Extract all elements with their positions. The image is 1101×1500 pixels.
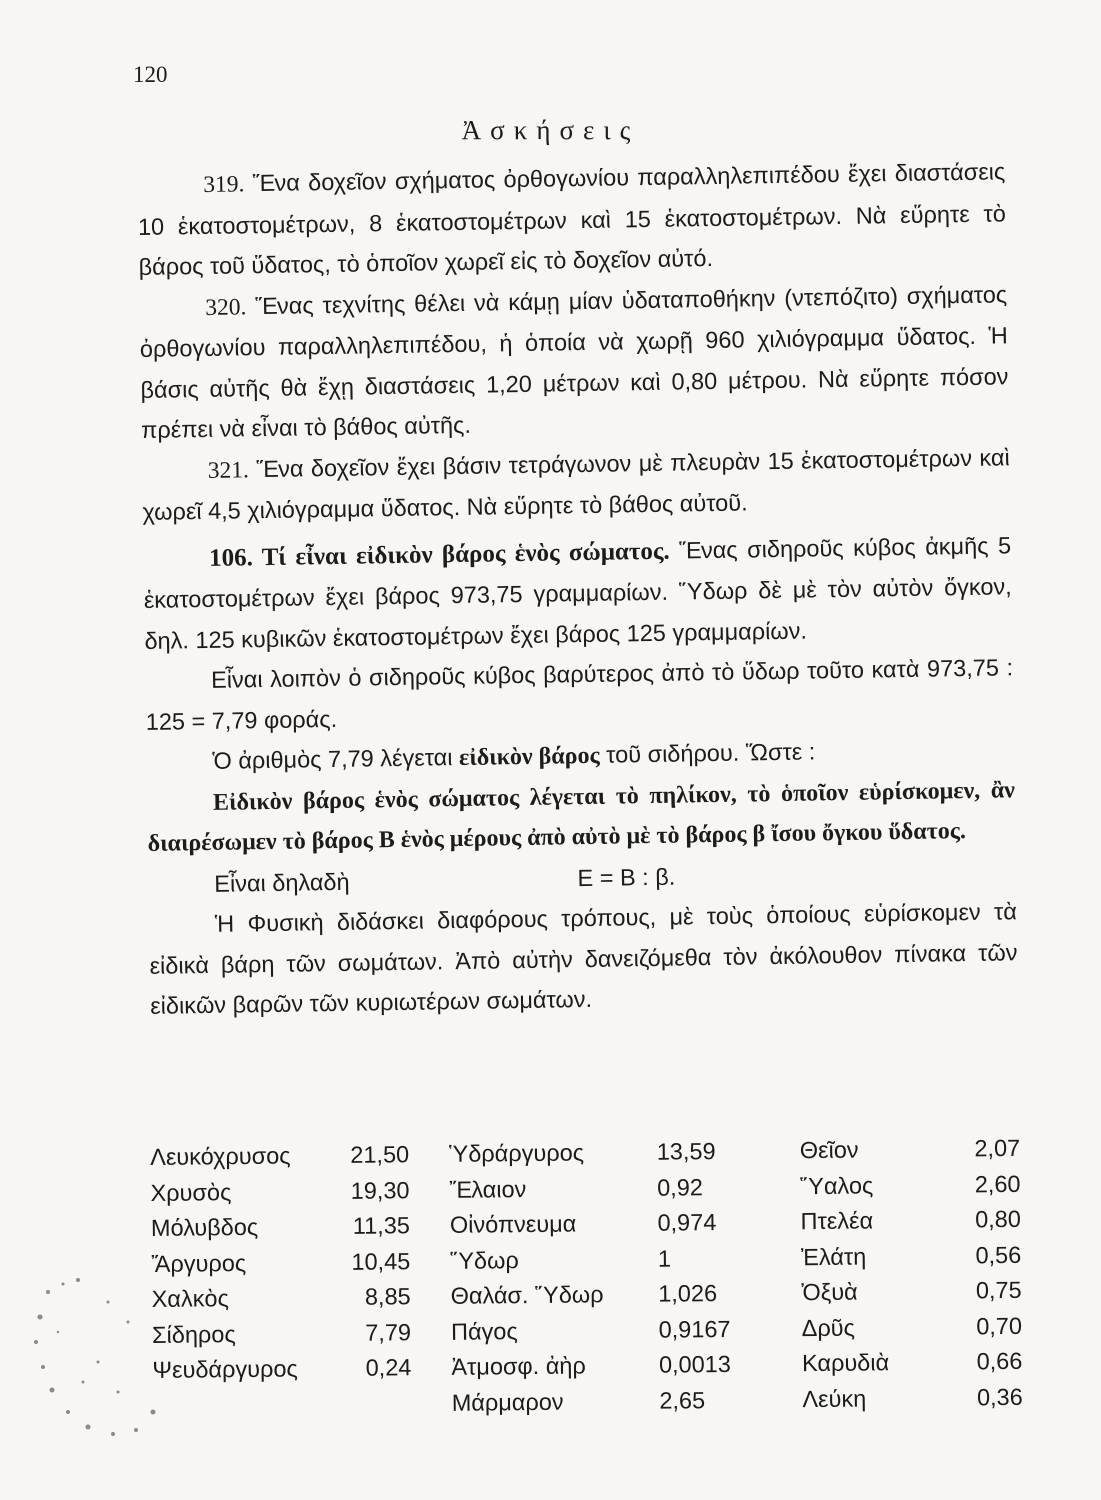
ink-stamp-mark: [18, 1262, 168, 1452]
specific-gravity-value: 0,974: [657, 1209, 717, 1236]
substance-name: Λεύκη: [802, 1385, 867, 1412]
specific-gravity-value: [337, 1385, 452, 1422]
specific-gravity-value: 0,92: [656, 1173, 704, 1201]
section-paragraph-2: Εἶναι λοιπὸν ὁ σιδηροῦς κύβος βαρύτερος ἀπὸ τὸ ὕδωρ τοῦτο κατὰ 973,75 : 125 = 7,79 φοράς.: [145, 654, 1014, 735]
substance-name: Μόλυβδος: [150, 1213, 259, 1241]
specific-gravity-value: 10,45: [351, 1247, 411, 1275]
substance-name: Χρυσὸς: [150, 1178, 232, 1206]
exercise-text: Ἕνα δοχεῖον ἔχει βάσιν τετράγωνον μὲ πλευρὰν 15 ἑκατοστομέτρων καὶ χωρεῖ 4,5 χιλιόγραμμα ὕδατος. Νὰ εὕρητε τὸ βάθος αὐτοῦ.: [142, 443, 1010, 525]
section-title: 106. Τί εἶναι εἰδικὸν βάρος ἑνὸς σώματος.: [208, 537, 670, 572]
exercise-319: [137, 151, 1007, 287]
specific-gravity-value: 13,59: [656, 1138, 716, 1165]
exercise-text: Ἕνα δοχεῖον σχήματος ὀρθογωνίου παραλληλεπιπέδου ἔχει διαστάσεις 10 ἑκατοστομέτρων, 8 ἑκατοστομέτρων καὶ 15 ἑκατοστομέτρων. Νὰ εὕρητε τὸ βάρος τοῦ ὕδατος, τὸ ὁποῖον χωρεῖ εἰς τὸ δοχεῖον αὐτό.: [137, 158, 1007, 280]
substance-name: Οἰνόπνευμα: [449, 1210, 577, 1238]
specific-gravity-value: 0,75: [975, 1276, 1022, 1304]
exercise-number: 320.: [205, 293, 247, 321]
definition: Εἰδικὸν βάρος ἑνὸς σώματος λέγεται τὸ πηλίκον, τὸ ὁποῖον εὑρίσκομεν, ἂν διαιρέσωμεν τὸ βάρος Β ἑνὸς μέρους ἀπὸ αὐτὸ μὲ τὸ βάρος β ἴσου ὄγκου ὕδατος.: [147, 776, 1016, 857]
specific-gravity-value: 0,36: [976, 1383, 1023, 1410]
substance-name: Ὀξυὰ: [801, 1278, 858, 1306]
specific-gravity-value: 0,66: [976, 1347, 1023, 1375]
specific-gravity-value: 0,0013: [658, 1350, 732, 1378]
specific-gravity-value: 0,24: [365, 1354, 412, 1381]
section-106: [143, 525, 1013, 661]
substance-name: Ἔλαιον: [449, 1175, 527, 1203]
specific-gravity-value: 7,79: [365, 1318, 412, 1346]
exercise-number: 319.: [203, 171, 245, 198]
formula: Ε = Β : β.: [577, 863, 676, 891]
specific-gravity-value: 0,56: [975, 1241, 1022, 1268]
substance-name: Ὕαλος: [800, 1171, 874, 1199]
specific-gravity-value: 21,50: [350, 1141, 410, 1168]
substance-name: Ἀτμοσφ. ἀὴρ: [451, 1352, 586, 1380]
specific-gravity-value: 2,65: [659, 1386, 706, 1414]
substance-name: Πάγος: [450, 1317, 518, 1345]
section-heading: Ἀσκήσεις: [461, 115, 640, 145]
specific-gravity-value: 8,85: [364, 1283, 411, 1310]
substance-name: Δρῦς: [801, 1314, 856, 1341]
substance-name: Ἄργυρος: [151, 1249, 247, 1277]
exercise-321: [141, 437, 1010, 533]
text-run: τοῦ σιδήρου. Ὥστε :: [605, 738, 816, 768]
section-paragraph-5: Ἡ Φυσικὴ διδάσκει διαφόρους τρόπους, μὲ τοὺς ὁποίους εὑρίσκομεν τὰ εἰδικὰ βάρη τῶν σωμάτων. Ἀπὸ αὐτὴν δανειζόμεθα τὸν ἀκόλουθον πίνακα τῶν εἰδικῶν βαρῶν τῶν κυριωτέρων σωμάτων.: [149, 898, 1018, 1019]
body-text: [137, 151, 1018, 1026]
specific-gravity-value: 11,35: [352, 1212, 411, 1239]
specific-gravity-value: 19,30: [350, 1176, 410, 1204]
exercise-text: Ἕνας τεχνίτης θέλει νὰ κάμῃ μίαν ὑδαταποθήκην (ντεπόζιτο) σχήματος ὀρθογωνίου παραλληλεπιπέδου, ἡ ὁποία νὰ χωρῇ 960 χιλιόγραμμα ὕδατος. Ἡ βάσις αὐτῆς θὰ ἔχῃ διαστάσεις 1,20 μέτρων καὶ 0,80 μέτρου. Νὰ εὕρητε πόσον πρέπει νὰ εἶναι τὸ βάθος αὐτῆς.: [139, 280, 1009, 443]
specific-gravity-value: 2,07: [974, 1134, 1021, 1162]
section-intro: Ἕνας σιδηροῦς κύβος ἀκμῆς 5 ἑκατοστομέτρων ἔχει βάρος 973,75 γραμμαρίων. Ὕδωρ δὲ μὲ τὸν αὐτὸν ὄγκον, δηλ. 125 κυβικῶν ἑκατοστομέτρων ἔχει βάρος 125 γραμμαρίων.: [143, 531, 1012, 654]
specific-gravity-value: 0,70: [976, 1312, 1023, 1339]
exercise-320: [139, 274, 1009, 451]
text-run: Ὁ ἀριθμὸς 7,79 λέγεται: [212, 744, 453, 774]
substance-name: Λευκόχρυσος: [150, 1142, 291, 1170]
specific-gravity-value: 0,80: [974, 1205, 1022, 1233]
page-number: 120: [133, 62, 168, 87]
substance-name: Ὑδράργυρος: [449, 1139, 585, 1167]
exercise-number: 321.: [207, 456, 250, 484]
specific-gravity-value: 1,026: [658, 1280, 718, 1307]
substance-name: Θαλάσ. Ὕδωρ: [450, 1281, 604, 1309]
specific-gravity-table: [150, 1131, 1023, 1424]
specific-gravity-value: 1: [657, 1245, 672, 1272]
substance-name: Ὕδωρ: [450, 1246, 519, 1274]
term-specific-gravity: εἰδικὸν βάρος: [458, 742, 600, 772]
formula-lead: Εἶναι δηλαδὴ: [214, 868, 350, 897]
substance-name: [153, 1387, 338, 1424]
substance-name: Θεῖον: [799, 1136, 859, 1164]
substance-name: Ψευδάργυρος: [152, 1355, 298, 1383]
substance-name: Ἐλάτη: [800, 1243, 867, 1270]
specific-gravity-value: 0,9167: [658, 1315, 731, 1343]
substance-name: Χαλκὸς: [151, 1285, 229, 1312]
substance-name: Καρυδιὰ: [801, 1349, 890, 1377]
specific-gravity-value: 2,60: [974, 1170, 1021, 1197]
substance-name: Μάρμαρον: [451, 1388, 564, 1416]
substance-name: Σίδηρος: [151, 1320, 236, 1348]
substance-name: Πτελέα: [800, 1207, 874, 1235]
